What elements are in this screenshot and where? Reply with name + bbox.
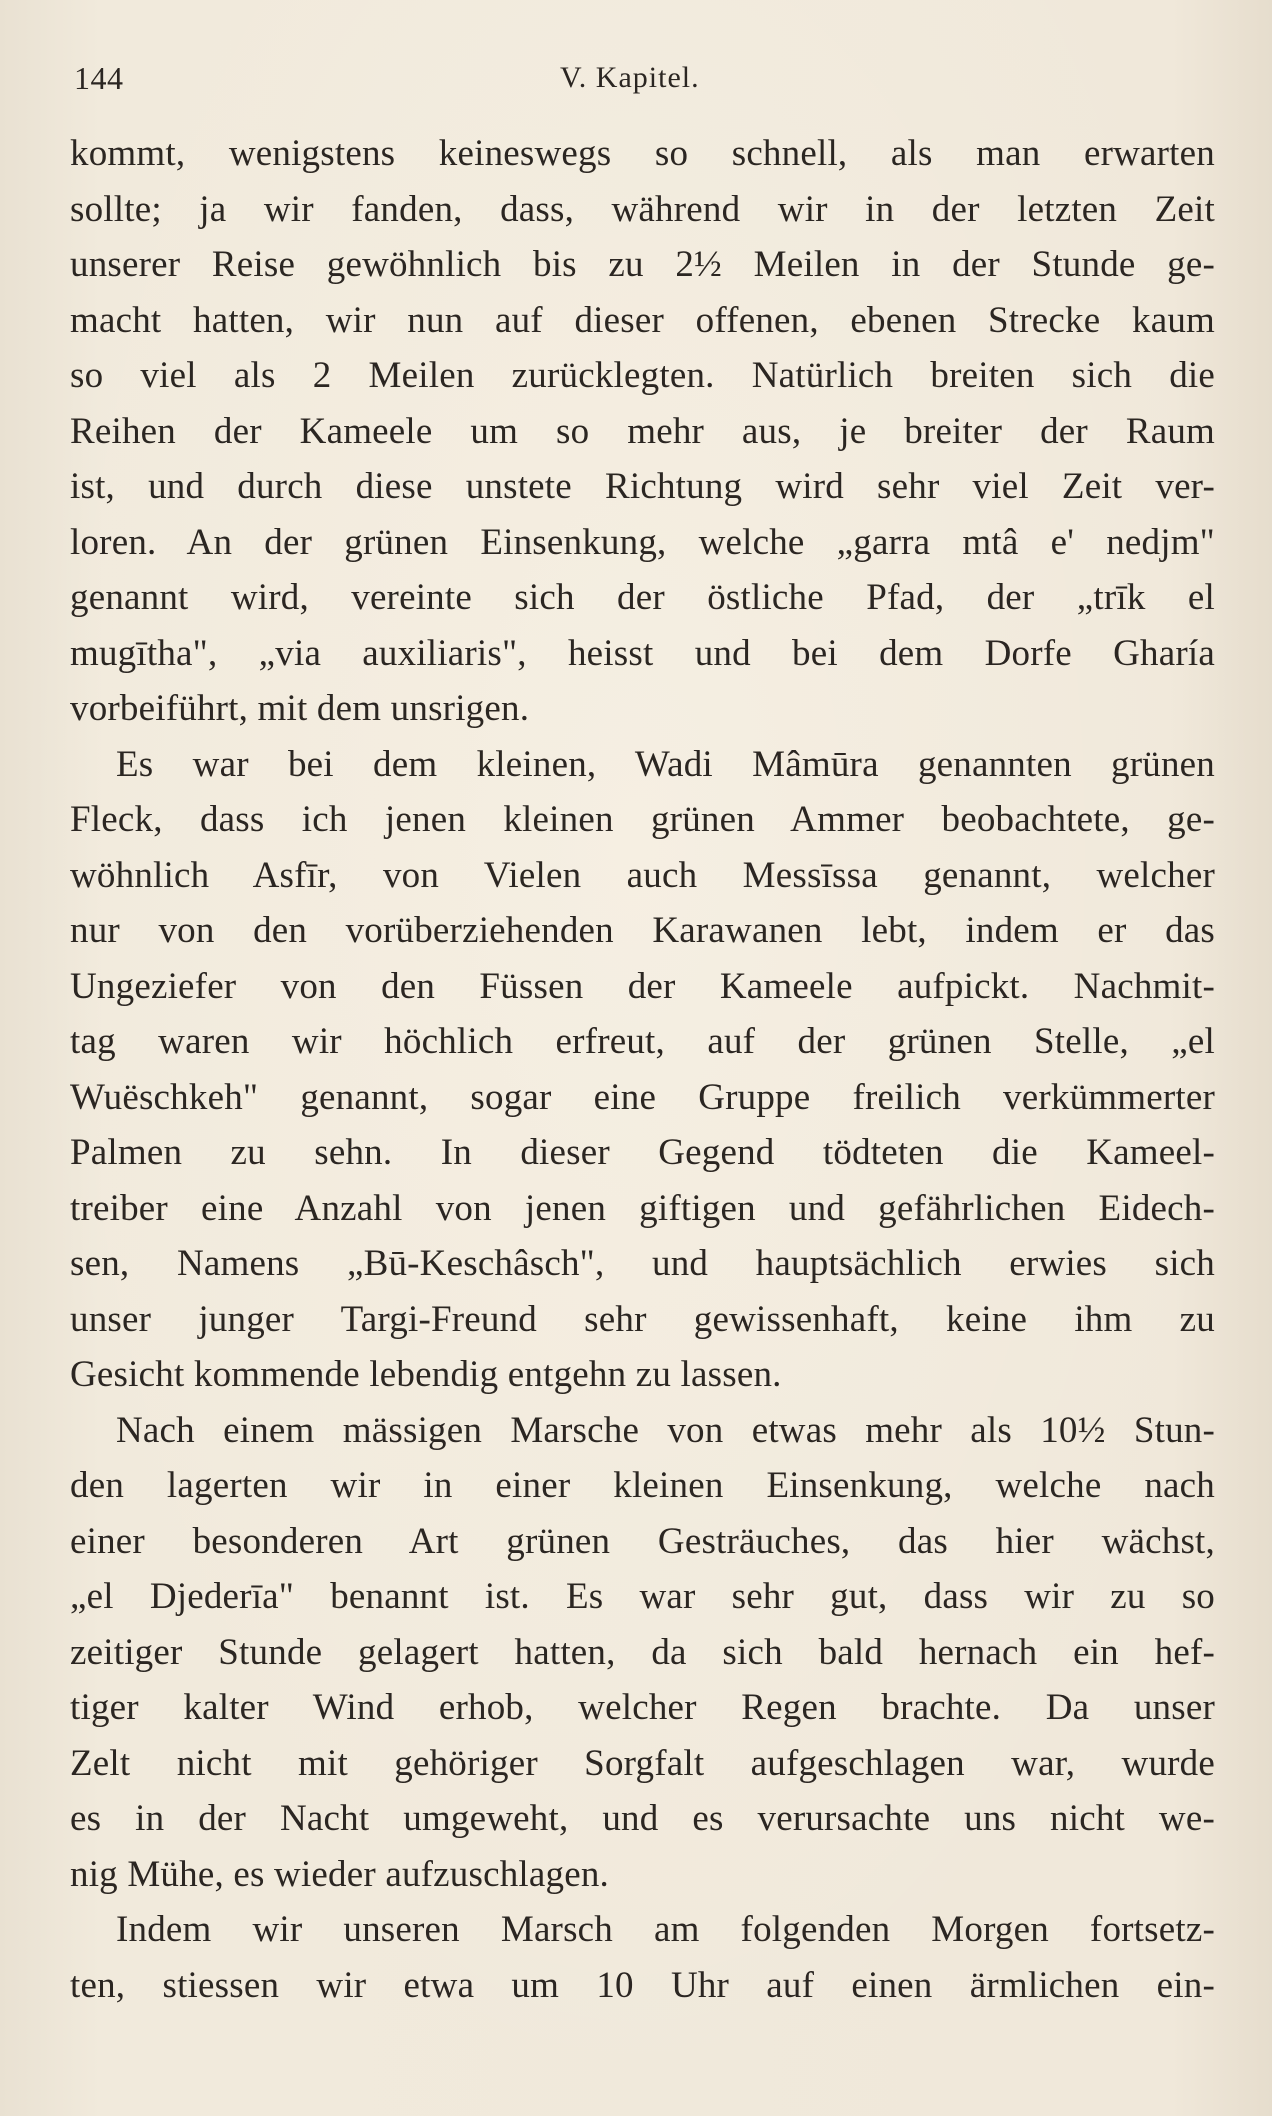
text-line: tag waren wir höchlich erfreut, auf der grünen Stelle, „el <box>70 1021 1215 1062</box>
text-line: Fleck, dass ich jenen kleinen grünen Ammer beobachtete, ge- <box>70 799 1215 840</box>
page-header <box>0 58 1272 98</box>
text-line: Palmen zu sehn. In dieser Gegend tödteten die Kameel- <box>70 1132 1215 1173</box>
text-line: sen, Namens „Bū-Keschâsch", und hauptsächlich erwies sich <box>70 1243 1215 1284</box>
text-line: nig Mühe, es wieder aufzuschlagen. <box>70 1853 610 1895</box>
text-line: genannt wird, vereinte sich der östliche Pfad, der „trīk el <box>70 577 1215 618</box>
text-line: mugītha", „via auxiliaris", heisst und bei dem Dorfe Gharía <box>70 632 1215 674</box>
text-line: nur von den vorüberziehenden Karawanen lebt, indem er das <box>70 910 1215 951</box>
text-line: vorbeiführt, mit dem unsrigen. <box>70 688 530 729</box>
text-line: loren. An der grünen Einsenkung, welche „garra mtâ e' nedjm" <box>70 521 1215 563</box>
text-line: Ungeziefer von den Füssen der Kameele aufpickt. Nachmit- <box>70 965 1215 1007</box>
text-line: unser junger Targi-Freund sehr gewissenhaft, keine ihm zu <box>70 1298 1215 1340</box>
text-line: zeitiger Stunde gelagert hatten, da sich bald hernach ein hef- <box>70 1631 1215 1673</box>
text-line: treiber eine Anzahl von jenen giftigen und gefährlichen Eidech- <box>70 1187 1215 1229</box>
text-line: einer besonderen Art grünen Gesträuches, das hier wächst, <box>70 1520 1215 1562</box>
text-line: tiger kalter Wind erhob, welcher Regen brachte. Da unser <box>70 1687 1215 1728</box>
text-line: Es war bei dem kleinen, Wadi Mâmūra genannten grünen <box>116 743 1215 785</box>
text-line: den lagerten wir in einer kleinen Einsenkung, welche nach <box>70 1465 1215 1506</box>
text-line: „el Djederīa" benannt ist. Es war sehr gut, dass wir zu so <box>70 1576 1215 1617</box>
text-line: Indem wir unseren Marsch am folgenden Morgen fortsetz- <box>116 1909 1215 1950</box>
text-line: ten, stiessen wir etwa um 10 Uhr auf einen ärmlichen ein- <box>70 1964 1215 2006</box>
text-line: wöhnlich Asfīr, von Vielen auch Messīssa genannt, welcher <box>70 854 1215 896</box>
text-line: kommt, wenigstens keineswegs so schnell, als man erwarten <box>70 133 1215 174</box>
text-line: es in der Nacht umgeweht, und es verursachte uns nicht we- <box>70 1798 1215 1839</box>
text-line: Nach einem mässigen Marsche von etwas mehr als 10½ Stun- <box>116 1409 1215 1451</box>
text-line: sollte; ja wir fanden, dass, während wir in der letzten Zeit <box>70 188 1215 230</box>
running-head: V. Kapitel. <box>560 61 700 94</box>
text-line: Zelt nicht mit gehöriger Sorgfalt aufgeschlagen war, wurde <box>70 1742 1215 1784</box>
text-line: ist, und durch diese unstete Richtung wird sehr viel Zeit ver- <box>70 466 1215 507</box>
body-text <box>70 126 1215 2013</box>
text-line: Reihen der Kameele um so mehr aus, je breiter der Raum <box>70 410 1215 452</box>
text-line: Wuëschkeh" genannt, sogar eine Gruppe freilich verkümmerter <box>70 1076 1215 1118</box>
text-line: Gesicht kommende lebendig entgehn zu lassen. <box>70 1354 782 1395</box>
text-line: macht hatten, wir nun auf dieser offenen, ebenen Strecke kaum <box>70 299 1215 341</box>
text-line: unserer Reise gewöhnlich bis zu 2½ Meilen in der Stunde ge- <box>70 244 1215 285</box>
text-line: so viel als 2 Meilen zurücklegten. Natürlich breiten sich die <box>70 355 1215 396</box>
page-number: 144 <box>74 60 124 96</box>
